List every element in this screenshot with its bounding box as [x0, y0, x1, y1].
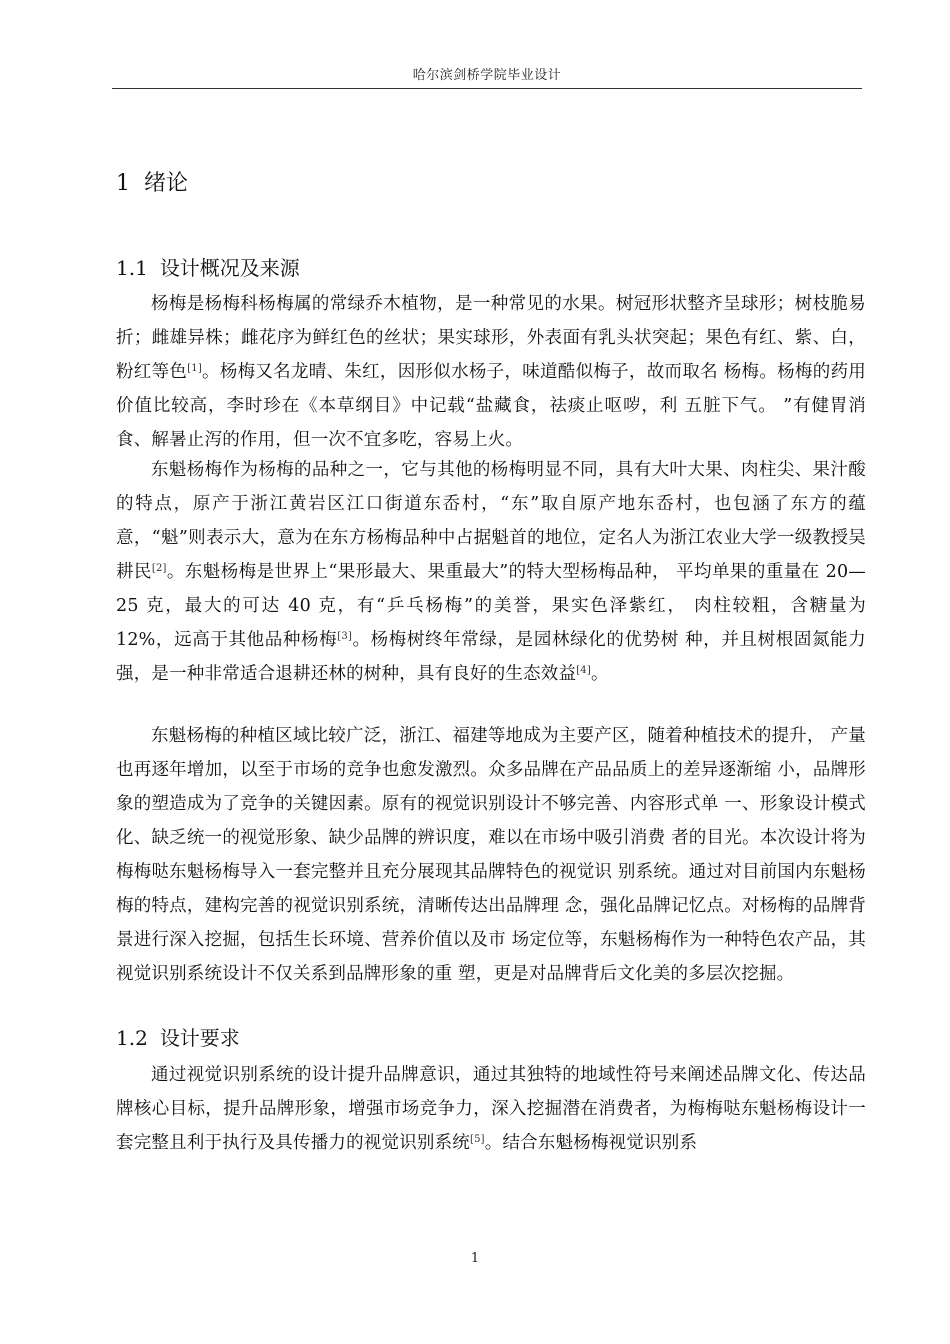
paragraph-1-1-b — [116, 453, 866, 691]
header-divider — [112, 88, 862, 89]
citation-ref[interactable]: [2] — [151, 563, 167, 574]
paragraph-text: 。东魁杨梅是世界上“果形最大、果重最大”的特大型杨梅品种， 平均单果的重量在 20—25 克，最大的可达 40 克，有“乒乓杨梅”的美誉，果实色泽紫红， 肉柱较粗，含糖量为 12%，远高于其他品种杨梅 — [116, 562, 866, 650]
section-title: 设计要求 — [159, 1026, 240, 1050]
paragraph-text: 通过视觉识别系统的设计提升品牌意识，通过其独特的地域性符号来阐述品牌文化、传达品牌核心目标，提升品牌形象，增强市场竞争力，深入挖掘潜在消费者，为梅梅哒东魁杨梅设计一套完整且利于执行及具传播力的视觉识别系统 — [116, 1065, 866, 1153]
citation-ref[interactable]: [3] — [337, 631, 353, 642]
chapter-title: 绪论 — [144, 171, 189, 196]
citation-ref[interactable]: [1] — [187, 363, 202, 374]
citation-ref[interactable]: [4] — [576, 665, 591, 676]
paragraph-text: 。 — [590, 664, 609, 684]
page-number: 1 — [470, 1251, 480, 1266]
paragraph-text: 东魁杨梅作为杨梅的品种之一，它与其他的杨梅明显不同，具有大叶大果、肉柱尖、果汁酸的特点，原产于浙江黄岩区江口街道东岙村，“东”取自原产地东岙村，也包涵了东方的蕴意，“魁”则表示大，意为在东方杨梅品种中占据魁首的地位，定名人为浙江农业大学一级教授吴耕民 — [116, 460, 866, 582]
paragraph-1-2-a — [116, 1058, 866, 1160]
section-heading-1-1 — [116, 252, 300, 281]
citation-ref[interactable]: [5] — [470, 1134, 485, 1145]
paragraph-text: 杨梅是杨梅科杨梅属的常绿乔木植物，是一种常见的水果。树冠形状整齐呈球形；树枝脆易折；雌雄异株；雌花序为鲜红色的丝状；果实球形，外表面有乳头状突起；果色有红、紫、白， 粉红等色 — [116, 294, 866, 382]
section-heading-1-2 — [116, 1022, 240, 1051]
chapter-number: 1 — [116, 171, 130, 196]
section-title: 设计概况及来源 — [159, 256, 300, 280]
chapter-heading — [116, 166, 188, 197]
paragraph-1-1-a — [116, 287, 866, 457]
paragraph-text: 。结合东魁杨梅视觉识别系 — [484, 1133, 698, 1153]
section-number: 1.2 — [116, 1026, 148, 1050]
paragraph-text: 。杨梅树终年常绿，是园林绿化的优势树 种，并且树根固氮能力强，是一种非常适合退耕还林的树种，具有良好的生态效益 — [116, 630, 866, 684]
paragraph-text: 。杨梅又名龙晴、朱红，因形似水杨子，味道酷似梅子，故而取名 杨梅。杨梅的药用价值比较高，李时珍在《本草纲目》中记载“盐藏食，祛痰止呕哕，利 五脏下气。 ”有健胃消食、解暑止泻的作用，但一次不宜多吃，容易上火。 — [116, 362, 866, 450]
section-number: 1.1 — [116, 256, 148, 280]
running-header: 哈尔滨剑桥学院毕业设计 — [412, 68, 562, 83]
paragraph-1-1-c: 东魁杨梅的种植区域比较广泛，浙江、福建等地成为主要产区，随着种植技术的提升， 产量也再逐年增加，以至于市场的竞争也愈发激烈。众多品牌在产品品质上的差异逐渐缩 小，品牌形象的塑造成为了竞争的关键因素。原有的视觉识别设计不够完善、内容形式单 一、形象设计模式化、缺乏统一的视觉形象、缺少品牌的辨识度，难以在市场中吸引消费 者的目光。本次设计将为梅梅哒东魁杨梅导入一套完整并且充分展现其品牌特色的视觉识 别系统。通过对目前国内东魁杨梅的特点，建构完善的视觉识别系统，清晰传达出品牌理 念，强化品牌记忆点。对杨梅的品牌背景进行深入挖掘，包括生长环境、营养价值以及市 场定位等，东魁杨梅作为一种特色农产品，其视觉识别系统设计不仅关系到品牌形象的重 塑，更是对品牌背后文化美的多层次挖掘。 — [116, 726, 866, 984]
